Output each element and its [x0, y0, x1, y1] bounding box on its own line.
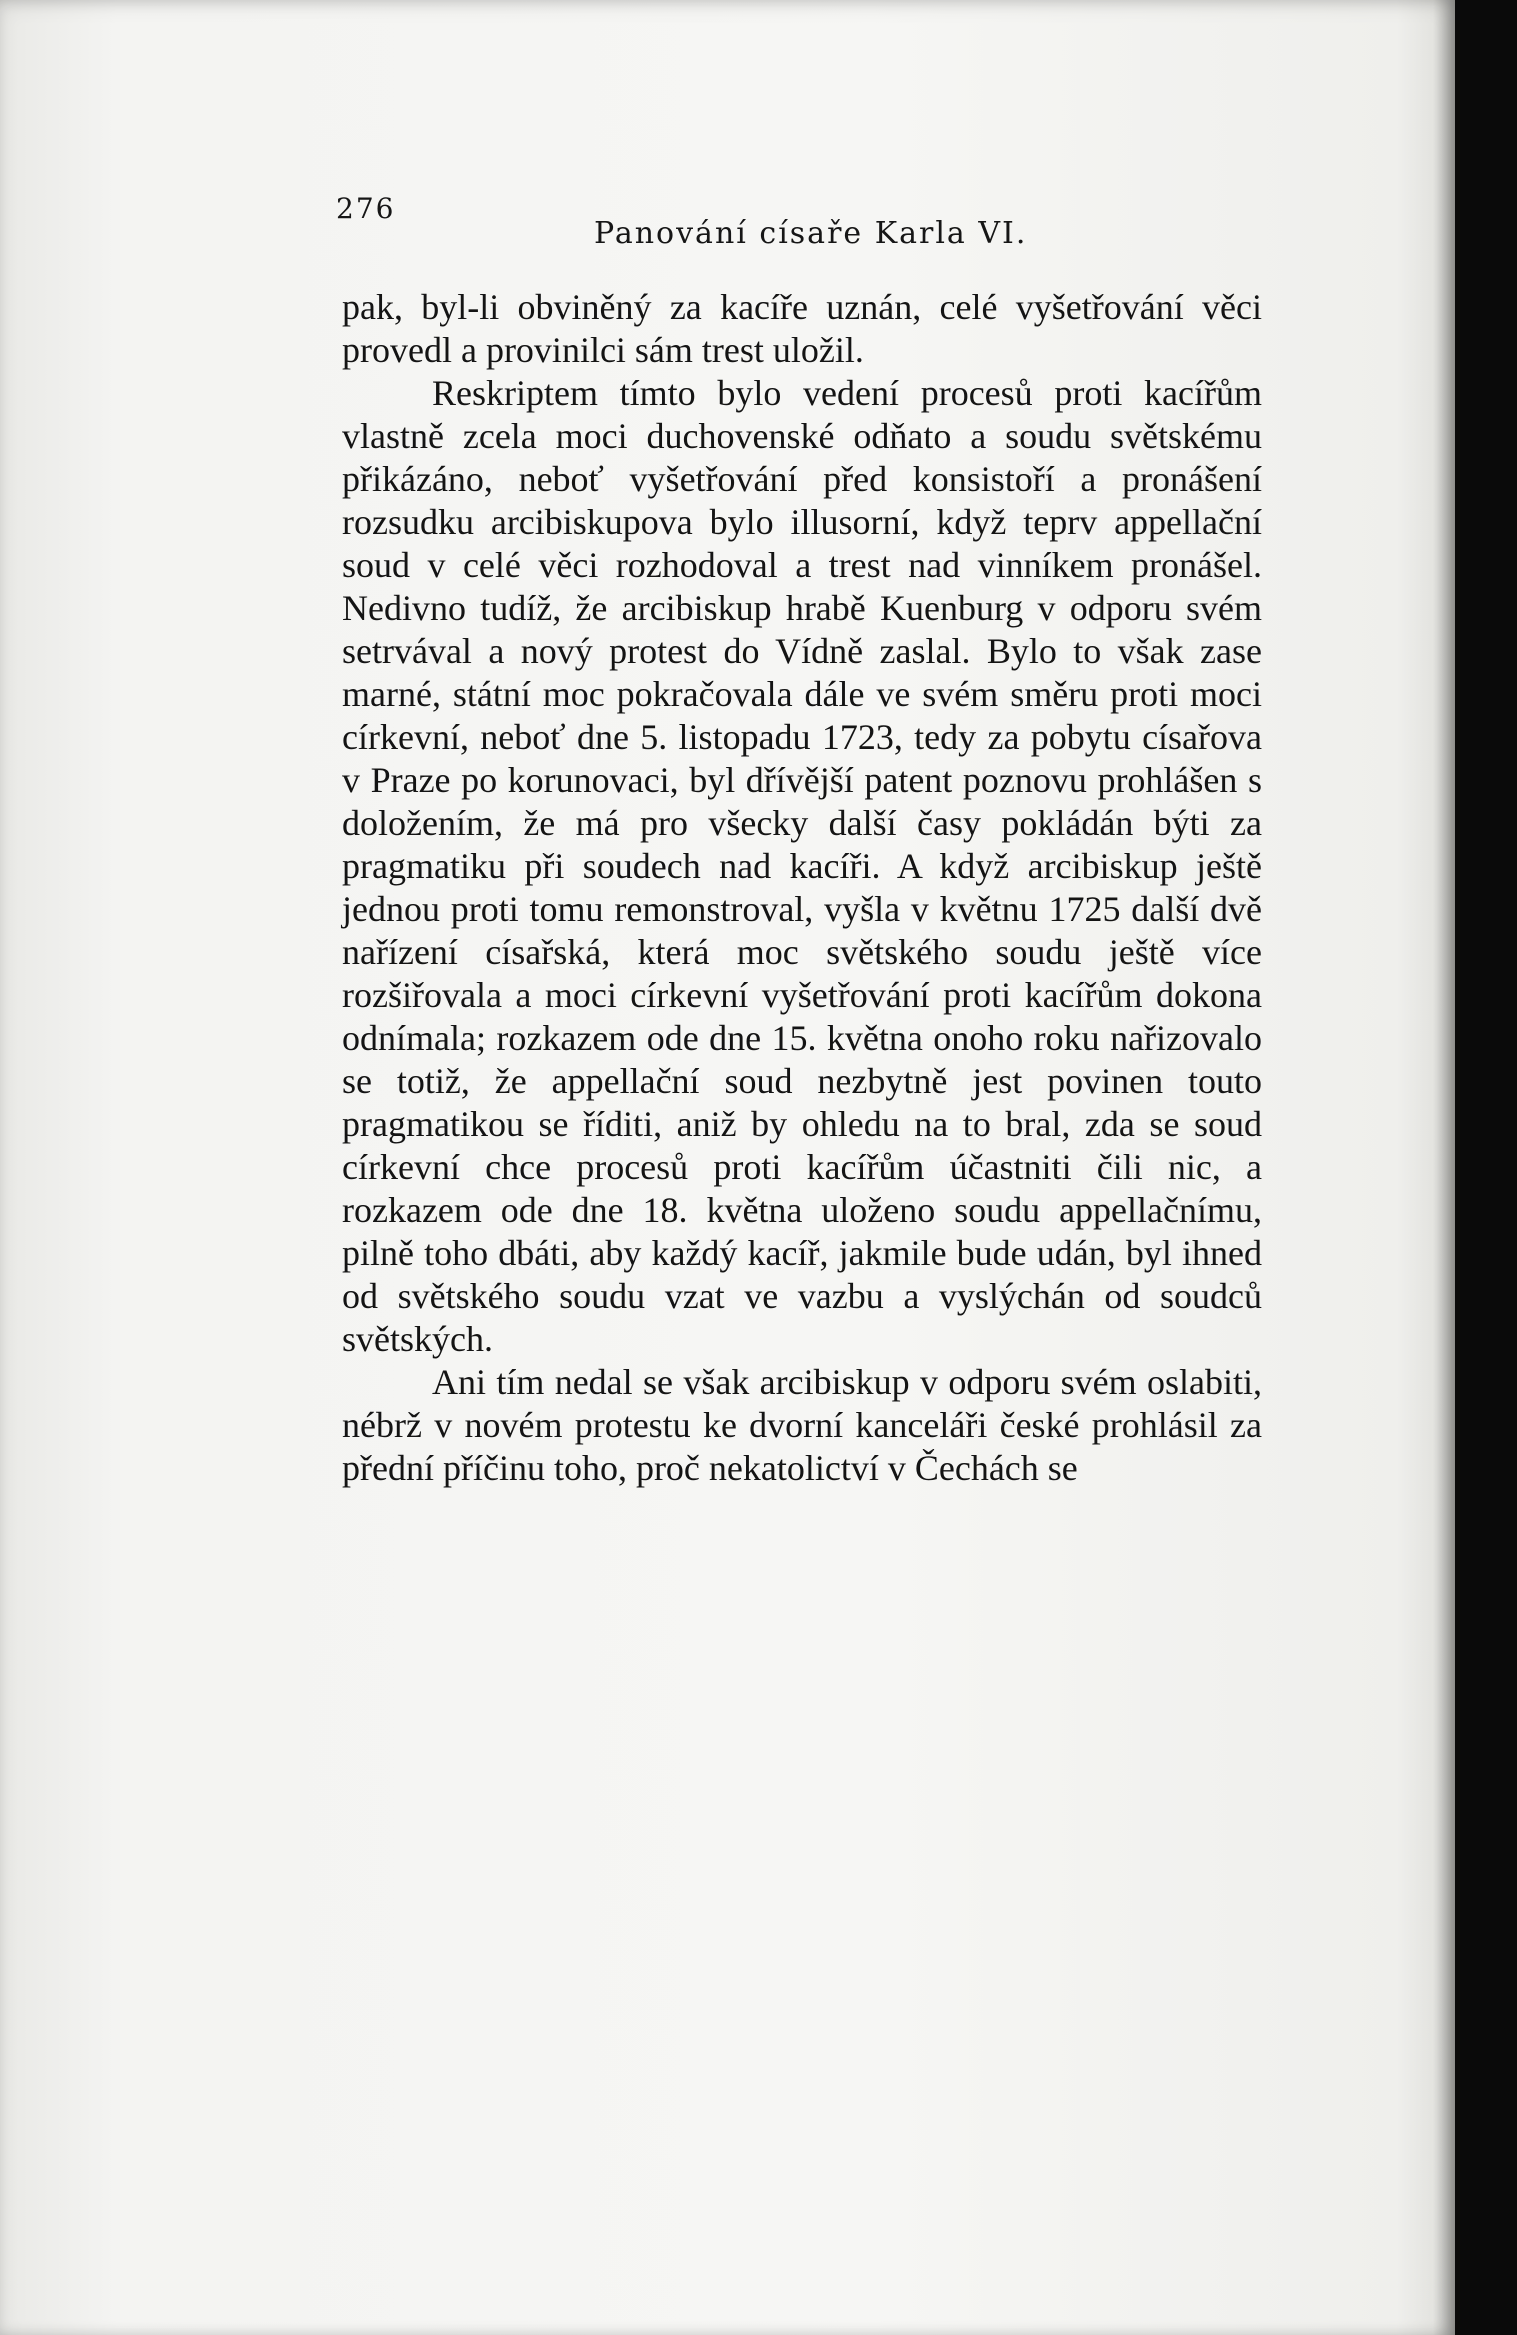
- page-edge-shadow: [1433, 0, 1455, 2335]
- page-header: [336, 192, 1270, 252]
- running-title: Panování císaře Karla VI.: [594, 216, 1028, 251]
- body-text: [342, 286, 1262, 1490]
- paragraph-protest: Ani tím nedal se však arcibiskup v odporu svém oslabiti, nébrž v novém protestu ke dvorní kanceláři české prohlásil za přední příčinu toho, proč nekatolictví v Čechách se: [342, 1362, 1262, 1488]
- paragraph-continuation: pak, byl-li obviněný za kacíře uznán, celé vyšetřování věci provedl a provinilci sám trest uložil.: [342, 287, 1262, 370]
- page-number: 276: [336, 192, 396, 225]
- paragraph-reskript: Reskriptem tímto bylo vedení procesů proti kacířům vlastně zcela moci duchovenské odňato a soudu světskému přikázáno, neboť vyšetřování před konsistoří a pronášení rozsudku arcibiskupova bylo illusorní, když teprv appellační soud v celé věci rozhodoval a trest nad vinníkem pronášel. Nedivno tudíž, že arcibiskup hrabě Kuenburg v odporu svém setrvával a nový protest do Vídně zaslal. Bylo to však zase marné, státní moc pokračovala dále ve svém směru proti moci církevní, neboť dne 5. listopadu 1723, tedy za pobytu císařova v Praze po korunovaci, byl dřívější patent poznovu prohlášen s doložením, že má pro všecky další časy pokládán býti za pragmatiku při soudech nad kacíři. A když arcibiskup ještě jednou proti tomu remonstroval, vyšla v květnu 1725 další dvě nařízení císařská, která moc světského soudu ještě více rozšiřovala a moci církevní vyšetřování proti kacířům dokona odnímala; rozkazem ode dne 15. května onoho roku nařizovalo se totiž, že appellační soud nezbytně jest povinen touto pragmatikou se říditi, aniž by ohledu na to bral, zda se soud církevní chce procesů proti kacířům účastniti čili nic, a rozkazem ode dne 18. května uloženo soudu appellačnímu, pilně toho dbáti, aby každý kacíř, jakmile bude udán, byl ihned od světského soudu vzat ve vazbu a vyslýchán od soudců světských.: [342, 373, 1262, 1359]
